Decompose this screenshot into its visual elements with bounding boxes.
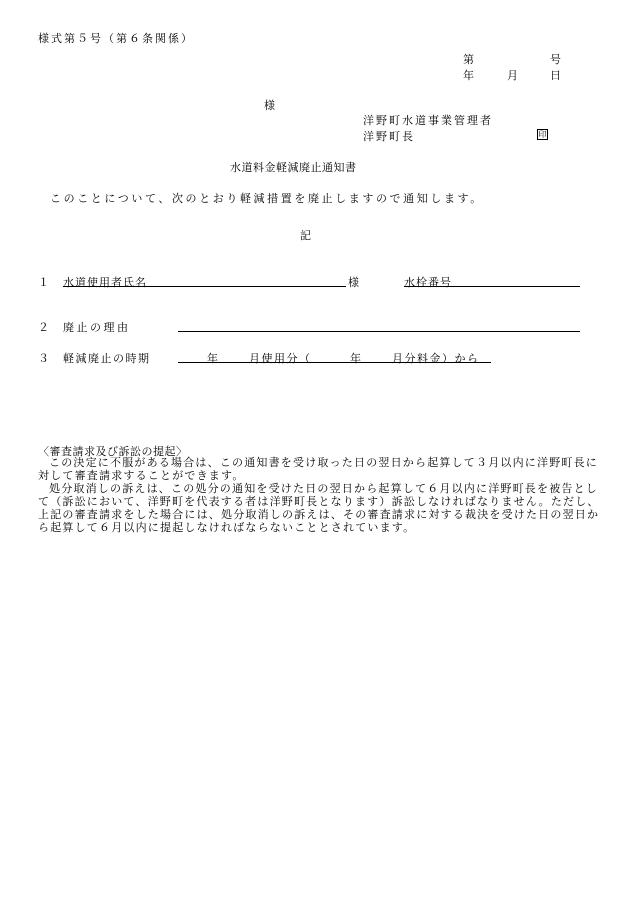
appeal-heading: 〈審査請求及び訴訟の提起〉 bbox=[38, 445, 188, 458]
doc-number-go: 号 bbox=[550, 53, 561, 66]
item3-month-usage: 月使用分（ bbox=[249, 352, 312, 365]
item3-label: 軽減廃止の時期 bbox=[63, 352, 151, 365]
item3-year1: 年 bbox=[207, 352, 218, 365]
item2-label: 廃止の理由 bbox=[63, 321, 131, 334]
form-id: 様式第５号（第６条関係） bbox=[38, 32, 194, 45]
item2-number: ２ bbox=[38, 321, 49, 334]
item3-year2: 年 bbox=[350, 352, 361, 365]
item1-label2: 水栓番号 bbox=[404, 276, 452, 289]
addressee-suffix: 様 bbox=[264, 99, 275, 112]
item1-name-line bbox=[63, 286, 346, 287]
item3-number: ３ bbox=[38, 352, 49, 365]
appeal-paragraph-1: この決定に不服がある場合は、この通知書を受け取った日の翌日から起算して３月以内に洋野町長に対して審査請求することができます。 bbox=[38, 456, 598, 482]
item1-faucet-line bbox=[404, 286, 580, 287]
item3-month-fee: 月分料金）から bbox=[392, 352, 480, 365]
ki-label: 記 bbox=[300, 229, 311, 242]
item3-period-line bbox=[178, 362, 491, 363]
document-title: 水道料金軽減廃止通知書 bbox=[230, 161, 357, 174]
seal-mark: 印 bbox=[538, 130, 547, 139]
item1-suffix: 様 bbox=[348, 276, 359, 289]
date-year: 年 bbox=[463, 69, 474, 82]
item1-number: １ bbox=[38, 276, 49, 289]
issuer-line1: 洋野町水道事業管理者 bbox=[363, 114, 493, 127]
date-month: 月 bbox=[507, 69, 518, 82]
date-day: 日 bbox=[550, 69, 561, 82]
item1-label: 水道使用者氏名 bbox=[63, 276, 147, 289]
intro-text: このことについて、次のとおり軽減措置を廃止しますので通知します。 bbox=[50, 192, 484, 205]
issuer-line2: 洋野町長 bbox=[363, 130, 415, 143]
appeal-paragraph-2: 処分取消しの訴えは、この処分の通知を受けた日の翌日から起算して６月以内に洋野町長を被告として（訴訟において、洋野町を代表する者は洋野町長となります）訴訟しなければなりません。ただし、上記の審査請求をした場合には、処分取消しの訴えは、その審査請求に対する裁決を受けた日の翌日から起算して６月以内に提起しなければならないこととされています。 bbox=[38, 482, 600, 534]
doc-number-dai: 第 bbox=[463, 53, 474, 66]
item2-reason-line bbox=[178, 331, 580, 332]
appeal-body bbox=[38, 456, 608, 534]
